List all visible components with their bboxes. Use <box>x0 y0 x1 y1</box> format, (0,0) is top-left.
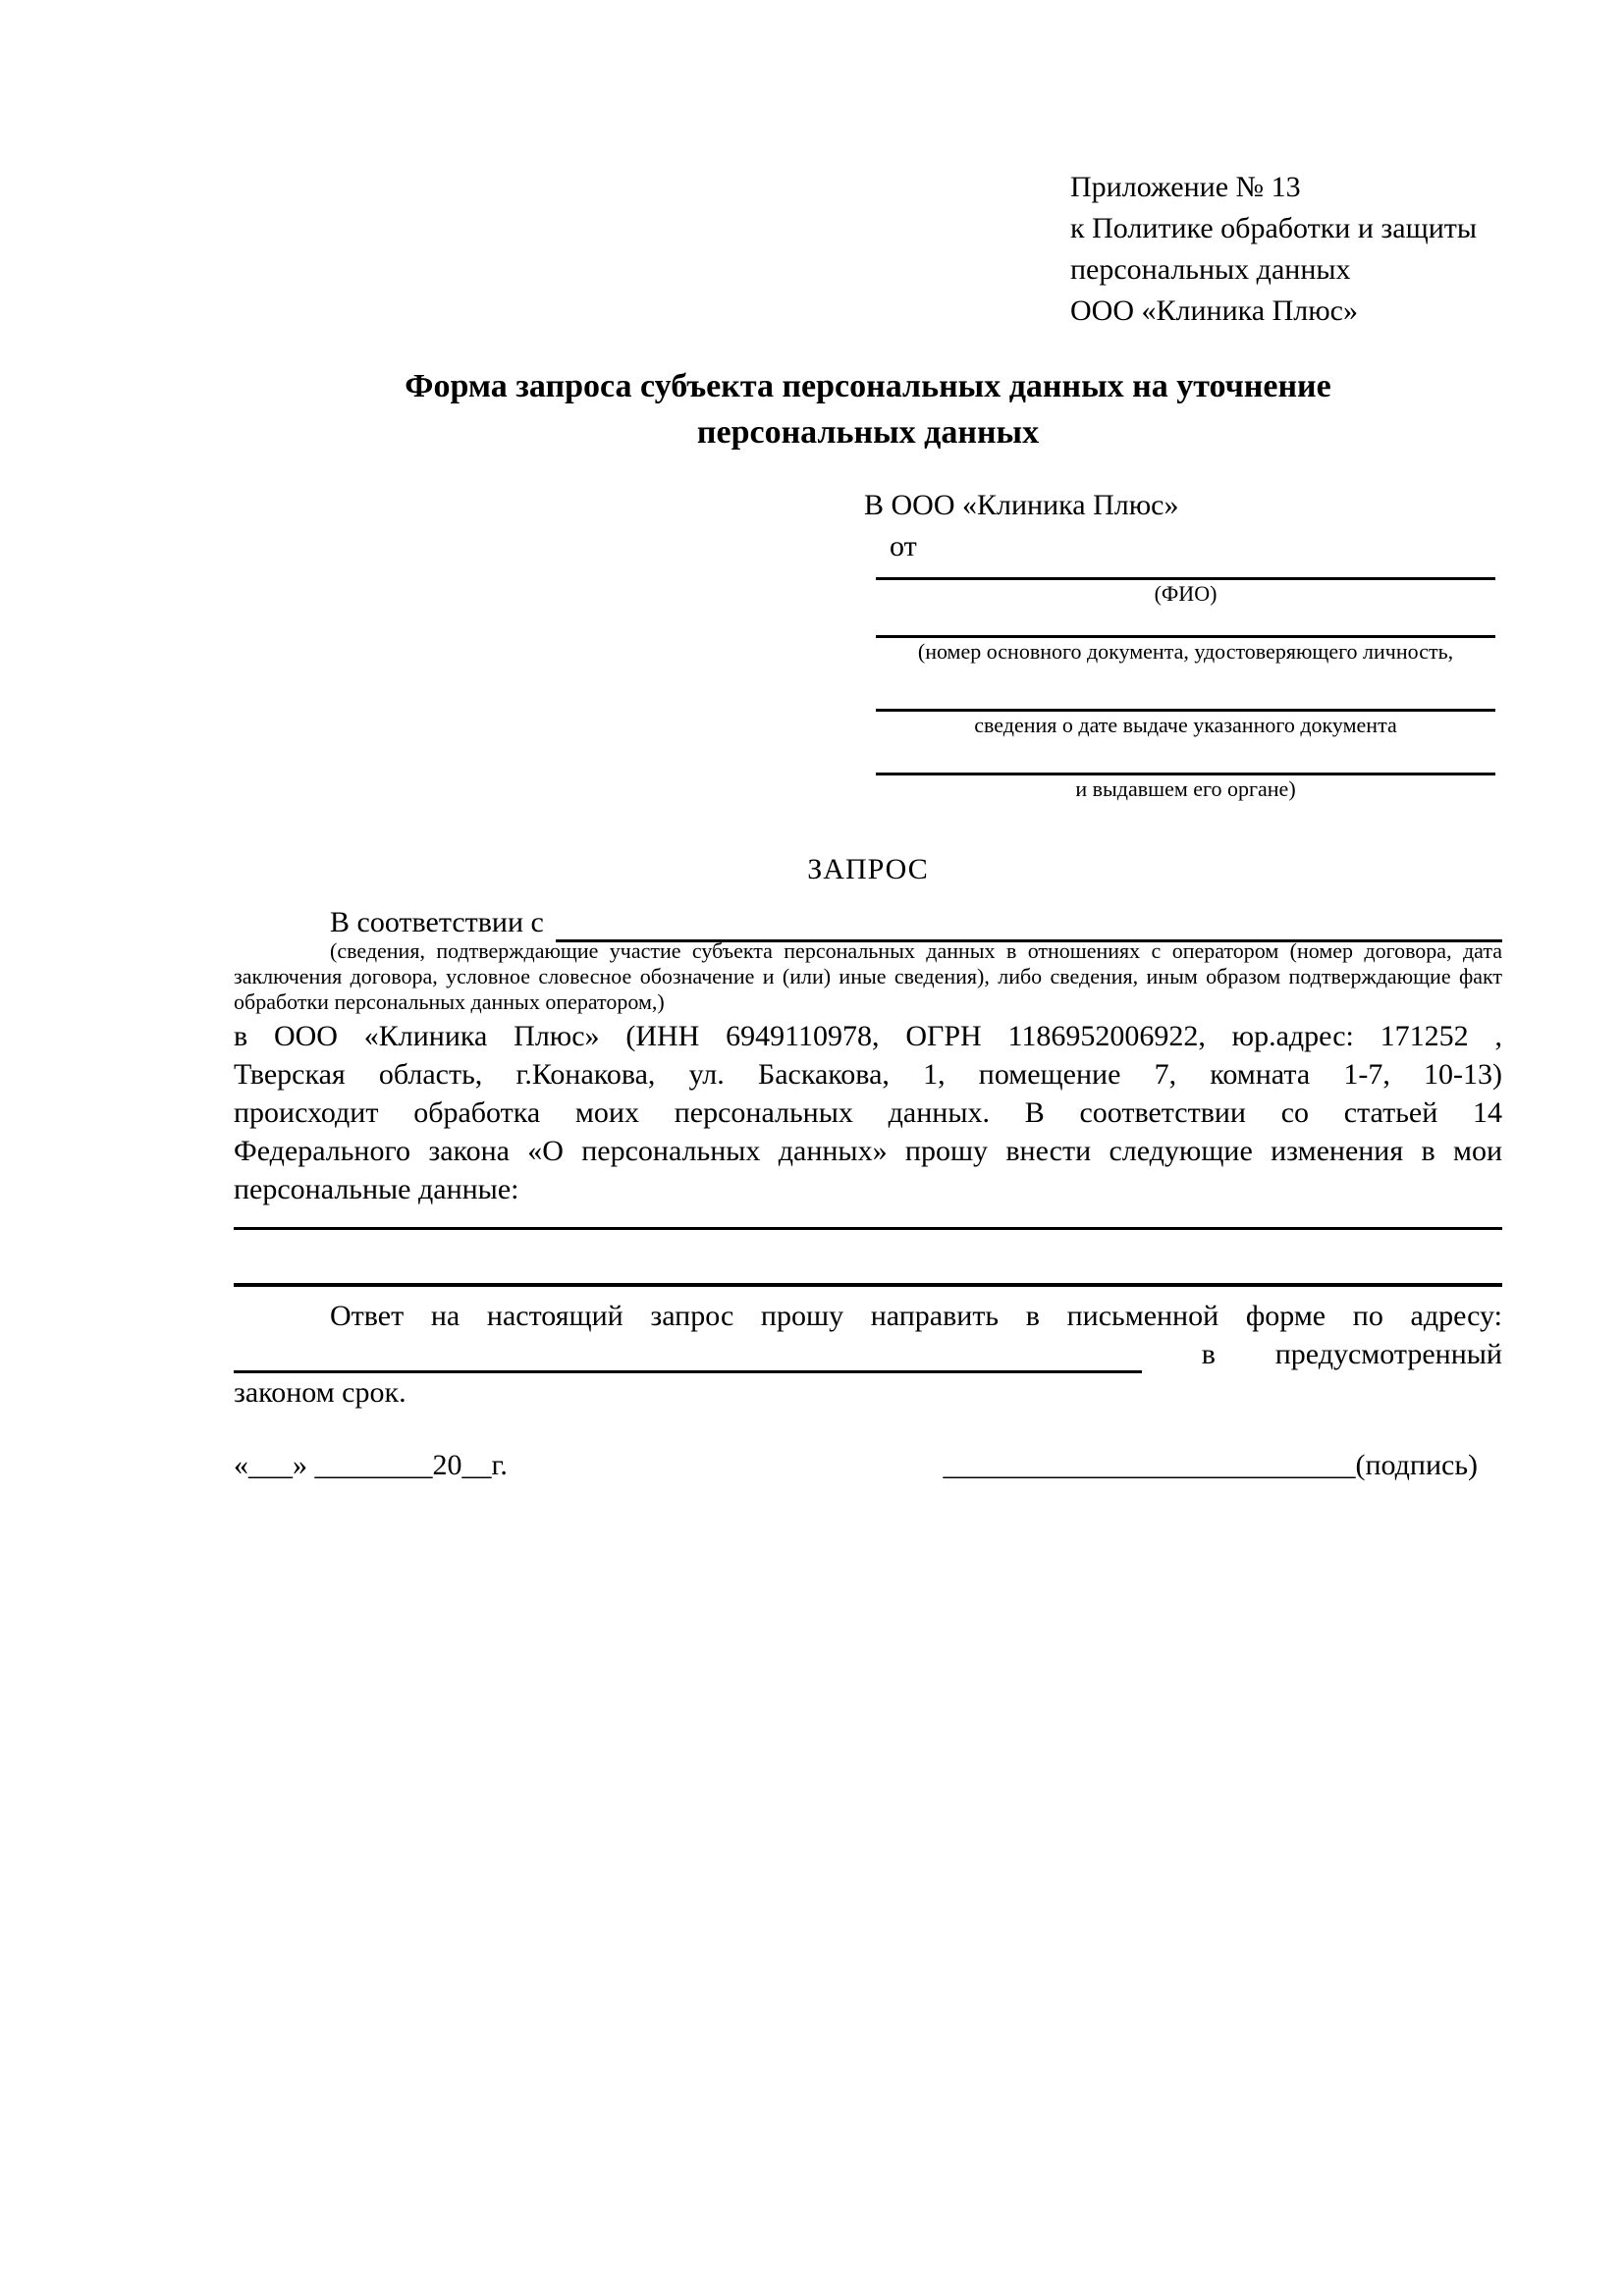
intro-note-line: (сведения, подтверждающие участие субъекта персональных данных в отношениях с оператором (номер договора, дата <box>330 938 1502 963</box>
reply-word: предусмотренный <box>1274 1338 1502 1370</box>
request-heading: ЗАПРОС <box>807 853 929 885</box>
appendix-line: персональных данных <box>1070 253 1351 286</box>
signature-blank-line: ____________________________ <box>943 1449 1356 1481</box>
appendix-line: Приложение № 13 <box>1070 171 1301 203</box>
changes-blank-line <box>234 1208 1502 1230</box>
appendix-block <box>1070 167 1502 332</box>
intro-row <box>234 903 1502 942</box>
basis-blank-line <box>556 906 1502 942</box>
appendix-line: к Политике обработки и защиты <box>1070 212 1478 244</box>
addressee-from-label: от <box>890 530 917 562</box>
date-blank: «___» ________20__г. <box>234 1449 508 1481</box>
intro-note-line: заключения договора, условное словесное обозначение и (или) иные сведения), либо сведения, иным образом подтверждающие факт <box>234 964 1502 988</box>
reply-address-row <box>234 1335 1502 1373</box>
addressee-block <box>234 485 1502 803</box>
fio-caption: (ФИО) <box>1154 581 1218 606</box>
addressee-to: В ООО «Клиника Плюс» <box>864 489 1179 521</box>
intro-note-line: обработки персональных данных оператором,) <box>234 989 665 1014</box>
issue-date-caption: сведения о дате выдаче указанного документа <box>974 713 1397 737</box>
issue-date-blank-line <box>876 666 1495 712</box>
signature-row <box>234 1445 1502 1486</box>
body-paragraph <box>234 1017 1502 1208</box>
body-line: Федерального закона «О персональных данных» прошу внести следующие изменения в мои <box>234 1135 1502 1167</box>
body-line: в ООО «Клиника Плюс» (ИНН 6949110978, ОГРН 1186952006922, юр.адрес: 171252 , <box>234 1020 1502 1052</box>
issuing-authority-blank-line <box>876 739 1495 775</box>
document-title-line: Форма запроса субъекта персональных данных на уточнение <box>405 368 1331 404</box>
reply-paragraph <box>234 1297 1502 1412</box>
document-number-caption: (номер основного документа, удостоверяющего личность, <box>917 639 1454 664</box>
intro-label: В соответствии с <box>330 906 544 938</box>
document-title <box>234 363 1502 455</box>
address-blank-line <box>234 1338 1142 1373</box>
signature-caption: (подпись) <box>1355 1449 1478 1481</box>
issuing-authority-caption: и выдавшем его органе) <box>1075 776 1296 801</box>
changes-blank-line <box>234 1230 1502 1287</box>
fio-blank-line <box>876 567 1495 580</box>
intro-note <box>234 938 1502 1015</box>
document-number-blank-line <box>876 608 1495 638</box>
reply-line: Ответ на настоящий запрос прошу направить в письменной форме по адресу: <box>330 1300 1502 1332</box>
appendix-line: ООО «Клиника Плюс» <box>1070 294 1358 327</box>
body-line: персональные данные: <box>234 1173 519 1205</box>
body-line: Тверская область, г.Конакова, ул. Баскакова, 1, помещение 7, комната 1-7, 10-13) <box>234 1058 1502 1091</box>
reply-word: в <box>1201 1338 1216 1370</box>
body-line: происходит обработка моих персональных данных. В соответствии со статьей 14 <box>234 1096 1502 1129</box>
document-title-line: персональных данных <box>696 414 1040 451</box>
reply-line: законом срок. <box>234 1376 406 1409</box>
signature-block <box>943 1445 1478 1486</box>
addressee-fields <box>876 567 1495 803</box>
